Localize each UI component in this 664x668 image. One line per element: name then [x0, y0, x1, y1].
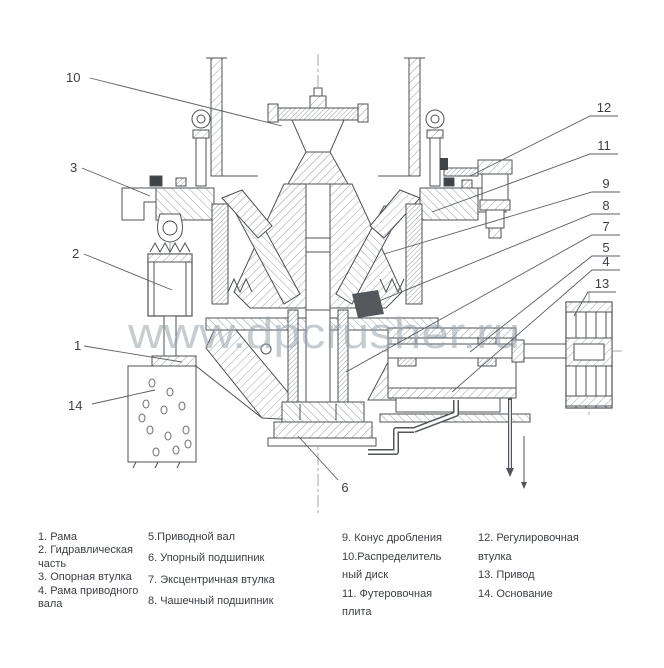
flow-arrow-icon [521, 482, 527, 489]
callout-14: 14 [68, 398, 83, 413]
distributor-plate [268, 88, 368, 184]
legend-column-3 [342, 529, 446, 622]
drive-pulley [566, 302, 612, 408]
legend-item: 11. Футеровочная плита [342, 587, 433, 619]
callout-3: 3 [70, 160, 78, 175]
callout-6: 6 [341, 480, 349, 495]
callout-5: 5 [602, 240, 610, 255]
callout-2: 2 [72, 246, 80, 261]
legend-item: 3. Опорная втулка [38, 571, 132, 584]
legend-item: 4. Рама приводного вала [38, 584, 139, 611]
legend-item: 2. Гидравлическая часть [38, 544, 133, 570]
legend-item: 7. Эксцентричная втулка [148, 573, 275, 586]
eyebolt-right-icon [426, 110, 444, 138]
legend-item: 5.Приводной вал [148, 531, 236, 543]
legend-column-1 [38, 531, 142, 611]
thrust-bearing [268, 402, 376, 446]
callout-10: 10 [66, 70, 81, 85]
callout-12: 12 [596, 100, 612, 115]
callout-9: 9 [602, 176, 610, 191]
flow-arrow-icon [506, 468, 514, 477]
callout-1: 1 [74, 338, 82, 353]
callout-13: 13 [594, 276, 610, 291]
callout-11: 11 [597, 138, 611, 153]
legend-item: 12. Регулировочная втулка [478, 532, 579, 563]
legend-item: 6. Упорный подшипник [148, 552, 265, 565]
foundation [128, 366, 196, 468]
callout-7: 7 [602, 219, 610, 234]
legend-column-4 [478, 529, 584, 603]
legend-item: 14. Основание [478, 587, 553, 600]
callout-8: 8 [602, 198, 610, 213]
legend-item: 10.Распределительный диск [342, 550, 442, 582]
legend-item: 8. Чашечный подшипник [148, 595, 274, 608]
callout-4: 4 [602, 254, 610, 269]
legend-item: 13. Привод [478, 569, 535, 582]
legend-item: 9. Конус дробления [342, 532, 442, 544]
eyebolt-left-icon [192, 110, 210, 138]
legend-item: 1. Рама [38, 531, 77, 543]
legend-column-2 [148, 531, 358, 617]
watermark-text: www.dpcrusher.ru [126, 309, 520, 358]
